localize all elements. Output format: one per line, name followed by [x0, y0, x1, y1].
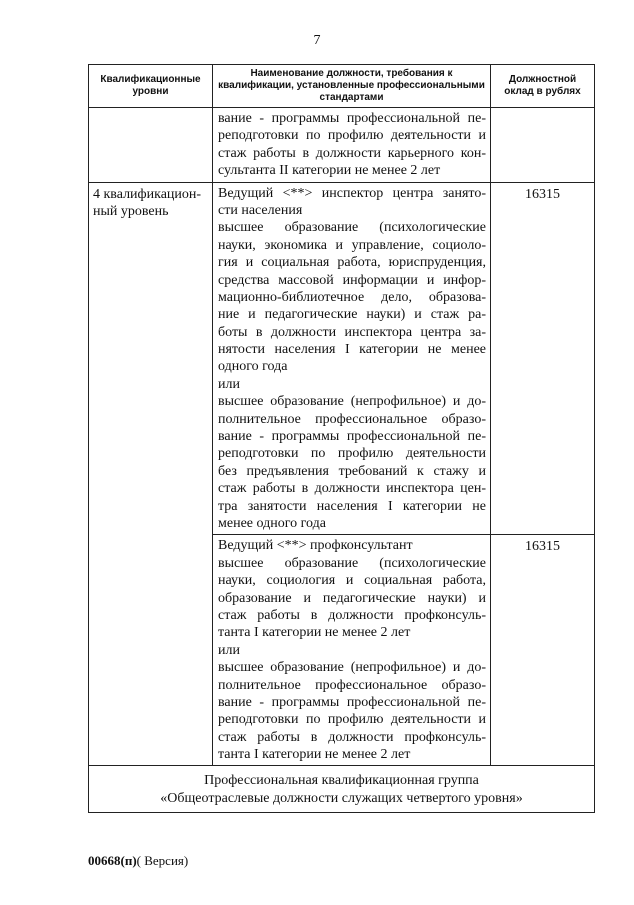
text-line: одного года: [218, 359, 288, 375]
text-line: нятости населения I категории не менее: [218, 342, 486, 358]
continuation-text-cell: [213, 108, 491, 183]
text-line: менее одного года: [218, 515, 326, 531]
header-salary: Должностной оклад в рублях: [491, 65, 595, 108]
text-line: танта I категории не менее 2 лет: [218, 747, 411, 763]
table-header-row: [89, 65, 595, 108]
position-2-salary: 16315: [491, 535, 595, 766]
text-line: высшее образование (психологические: [218, 220, 486, 236]
text-line: вание - программы профессиональной пе-: [218, 429, 486, 445]
document-code-suffix: ( Версия): [136, 853, 189, 868]
text-line: или: [218, 376, 240, 392]
continuation-level-cell: [89, 108, 213, 183]
text-line: высшее образование (непрофильное) и до-: [218, 394, 486, 410]
page-number: 7: [313, 33, 321, 48]
text-line: стаж работы в должности карьерного кон-: [218, 145, 486, 161]
group-title-cell: [89, 766, 595, 813]
position-1-text-cell: [213, 182, 491, 535]
qualification-table: [88, 64, 595, 813]
header-name: Наименование должности, требования к квалификации, установленные профессиональными стандартами: [213, 65, 491, 108]
text-line: вание - программы профессиональной пе-: [218, 111, 486, 126]
text-line: без предъявления требований к стажу и: [218, 463, 486, 479]
text-line: ние и педагогические науки) и стаж ра-: [218, 307, 486, 323]
text-line: гия и социальная работа, юриспруденция,: [218, 255, 486, 271]
text-line: сультанта II категории не менее 2 лет: [218, 163, 441, 179]
position-2-text-cell: [213, 535, 491, 766]
text-line: Ведущий <**> профконсультант: [218, 538, 413, 554]
text-line: средства массовой информации и инфор-: [218, 272, 486, 288]
text-line: сти населения: [218, 202, 303, 218]
continuation-salary-cell: [491, 108, 595, 183]
group-title-line1: Профессиональная квалификационная группа: [204, 773, 479, 789]
text-line: реподготовки по профилю деятельности: [218, 446, 486, 462]
text-line: стаж работы в должности инспектора цен-: [218, 481, 486, 497]
text-line: мационно-библиотечное дело, образова-: [218, 289, 486, 305]
document-code-number: 00668(п): [88, 853, 137, 868]
text-line: науки, экономика и управление, социоло-: [218, 237, 486, 253]
level-label-line2: ный уровень: [93, 203, 169, 219]
text-line: или: [218, 642, 240, 658]
header-level: Квалификационные уровни: [89, 65, 213, 108]
text-line: высшее образование (непрофильное) и до-: [218, 660, 486, 676]
text-line: полнительное профессиональное образо-: [218, 411, 486, 427]
document-code: [88, 853, 188, 869]
table-row-continuation: [89, 108, 595, 183]
text-line: полнительное профессиональное образо-: [218, 677, 486, 693]
table-row-position-1: [89, 182, 595, 535]
text-line: вание - программы профессиональной пе-: [218, 694, 486, 710]
text-line: высшее образование (психологические: [218, 555, 486, 571]
text-line: стаж работы в должности профконсуль-: [218, 607, 486, 623]
text-line: реподготовки по профилю деятельности и: [218, 128, 486, 144]
group-title-line2: «Общеотраслевые должности служащих четвертого уровня»: [160, 791, 523, 807]
text-line: Ведущий <**> инспектор центра занято-: [218, 185, 486, 201]
text-line: образование и педагогические науки) и: [218, 590, 486, 606]
table-row-group: [89, 766, 595, 813]
text-line: стаж работы в должности профконсуль-: [218, 729, 486, 745]
level-cell: [89, 182, 213, 766]
text-line: науки, социология и социальная работа,: [218, 573, 486, 589]
text-line: тра занятости населения I категории не: [218, 498, 486, 514]
text-line: реподготовки по профилю деятельности и: [218, 712, 486, 728]
text-line: боты в должности инспектора центра за-: [218, 324, 486, 340]
text-line: танта I категории не менее 2 лет: [218, 625, 411, 641]
level-label-line1: 4 квалификацион-: [93, 186, 202, 202]
position-1-salary: 16315: [491, 182, 595, 535]
